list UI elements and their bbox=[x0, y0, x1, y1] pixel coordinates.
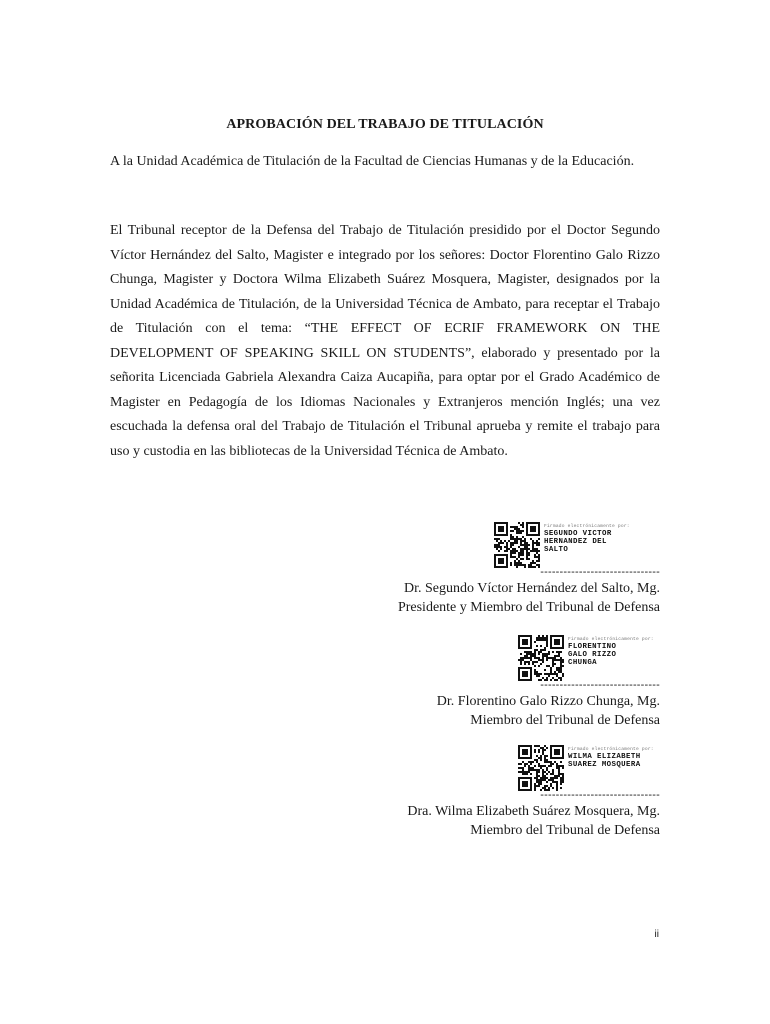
stamp-signer-line: WILMA ELIZABETH bbox=[568, 753, 641, 761]
page-number: ii bbox=[654, 929, 659, 940]
signer-name: Dr. Segundo Víctor Hernández del Salto, Mg. bbox=[404, 581, 660, 596]
qr-code-icon bbox=[518, 745, 564, 791]
stamp-signer-line: SEGUNDO VICTOR bbox=[544, 530, 612, 538]
signer-role: Miembro del Tribunal de Defensa bbox=[470, 823, 660, 838]
paragraph-addressee: A la Unidad Académica de Titulación de la Facultad de Ciencias Humanas y de la Educación. bbox=[110, 154, 635, 169]
paragraph-approval-body: El Tribunal receptor de la Defensa del Trabajo de Titulación presidido por el Doctor Segundo Víctor Hernández del Salto, Magister e integrado por los señores: Doctor Florentino Galo Rizzo Chunga, Magister y Doctora Wilma Elizabeth Suárez Mosquera, Magister, designados por la Unidad Académica de Titulación, de la Universidad Técnica de Ambato, para receptar el Trabajo de Titulación con el tema: “THE EFFECT OF ECRIF FRAMEWORK ON THE DEVELOPMENT OF SPEAKING SKILL ON STUDENTS”, elaborado y presentado por la señorita Licenciada Gabriela Alexandra Caiza Aucapiña, para optar por el Grado Académico de Magister en Pedagogía de los Idiomas Nacionales y Extranjeros mención Inglés; una vez escuchada la defensa oral del Trabajo de Titulación el Tribunal aprueba y remite el trabajo para uso y custodia en las bibliotecas de la Universidad Técnica de Ambato. bbox=[110, 223, 660, 459]
qr-code-icon bbox=[494, 522, 540, 568]
qr-code-icon bbox=[518, 635, 564, 681]
stamp-text bbox=[544, 522, 660, 554]
document-title: APROBACIÓN DEL TRABAJO DE TITULACIÓN bbox=[226, 117, 544, 132]
signer-role: Presidente y Miembro del Tribunal de Defensa bbox=[397, 600, 660, 615]
stamp-caption: Firmado electrónicamente por: bbox=[568, 637, 654, 642]
stamp-signer-line: CHUNGA bbox=[568, 659, 598, 667]
signature-block-member-2 bbox=[407, 745, 660, 840]
stamp-signer-line: HERNANDEZ DEL bbox=[544, 538, 607, 546]
stamp-caption: Firmado electrónicamente por: bbox=[544, 524, 630, 529]
e-signature-stamp bbox=[437, 635, 660, 679]
signer-name: Dra. Wilma Elizabeth Suárez Mosquera, Mg. bbox=[407, 804, 660, 819]
signature-block-member-1 bbox=[437, 635, 660, 730]
stamp-signer-line: FLORENTINO bbox=[568, 643, 617, 651]
stamp-signer-line: SUAREZ MOSQUERA bbox=[568, 761, 641, 769]
signature-line: ------------------------------- bbox=[540, 679, 660, 691]
stamp-text bbox=[568, 745, 660, 769]
signer-name: Dr. Florentino Galo Rizzo Chunga, Mg. bbox=[436, 694, 660, 709]
e-signature-stamp bbox=[407, 745, 660, 789]
stamp-caption: Firmado electrónicamente por: bbox=[568, 747, 654, 752]
signer-role: Miembro del Tribunal de Defensa bbox=[470, 713, 660, 728]
e-signature-stamp bbox=[398, 522, 660, 566]
stamp-text bbox=[568, 635, 660, 667]
stamp-signer-line: GALO RIZZO bbox=[568, 651, 617, 659]
signature-line: ------------------------------- bbox=[540, 566, 660, 578]
signature-block-president bbox=[398, 522, 660, 617]
signature-line: ------------------------------- bbox=[540, 789, 660, 801]
stamp-signer-line: SALTO bbox=[544, 546, 569, 554]
